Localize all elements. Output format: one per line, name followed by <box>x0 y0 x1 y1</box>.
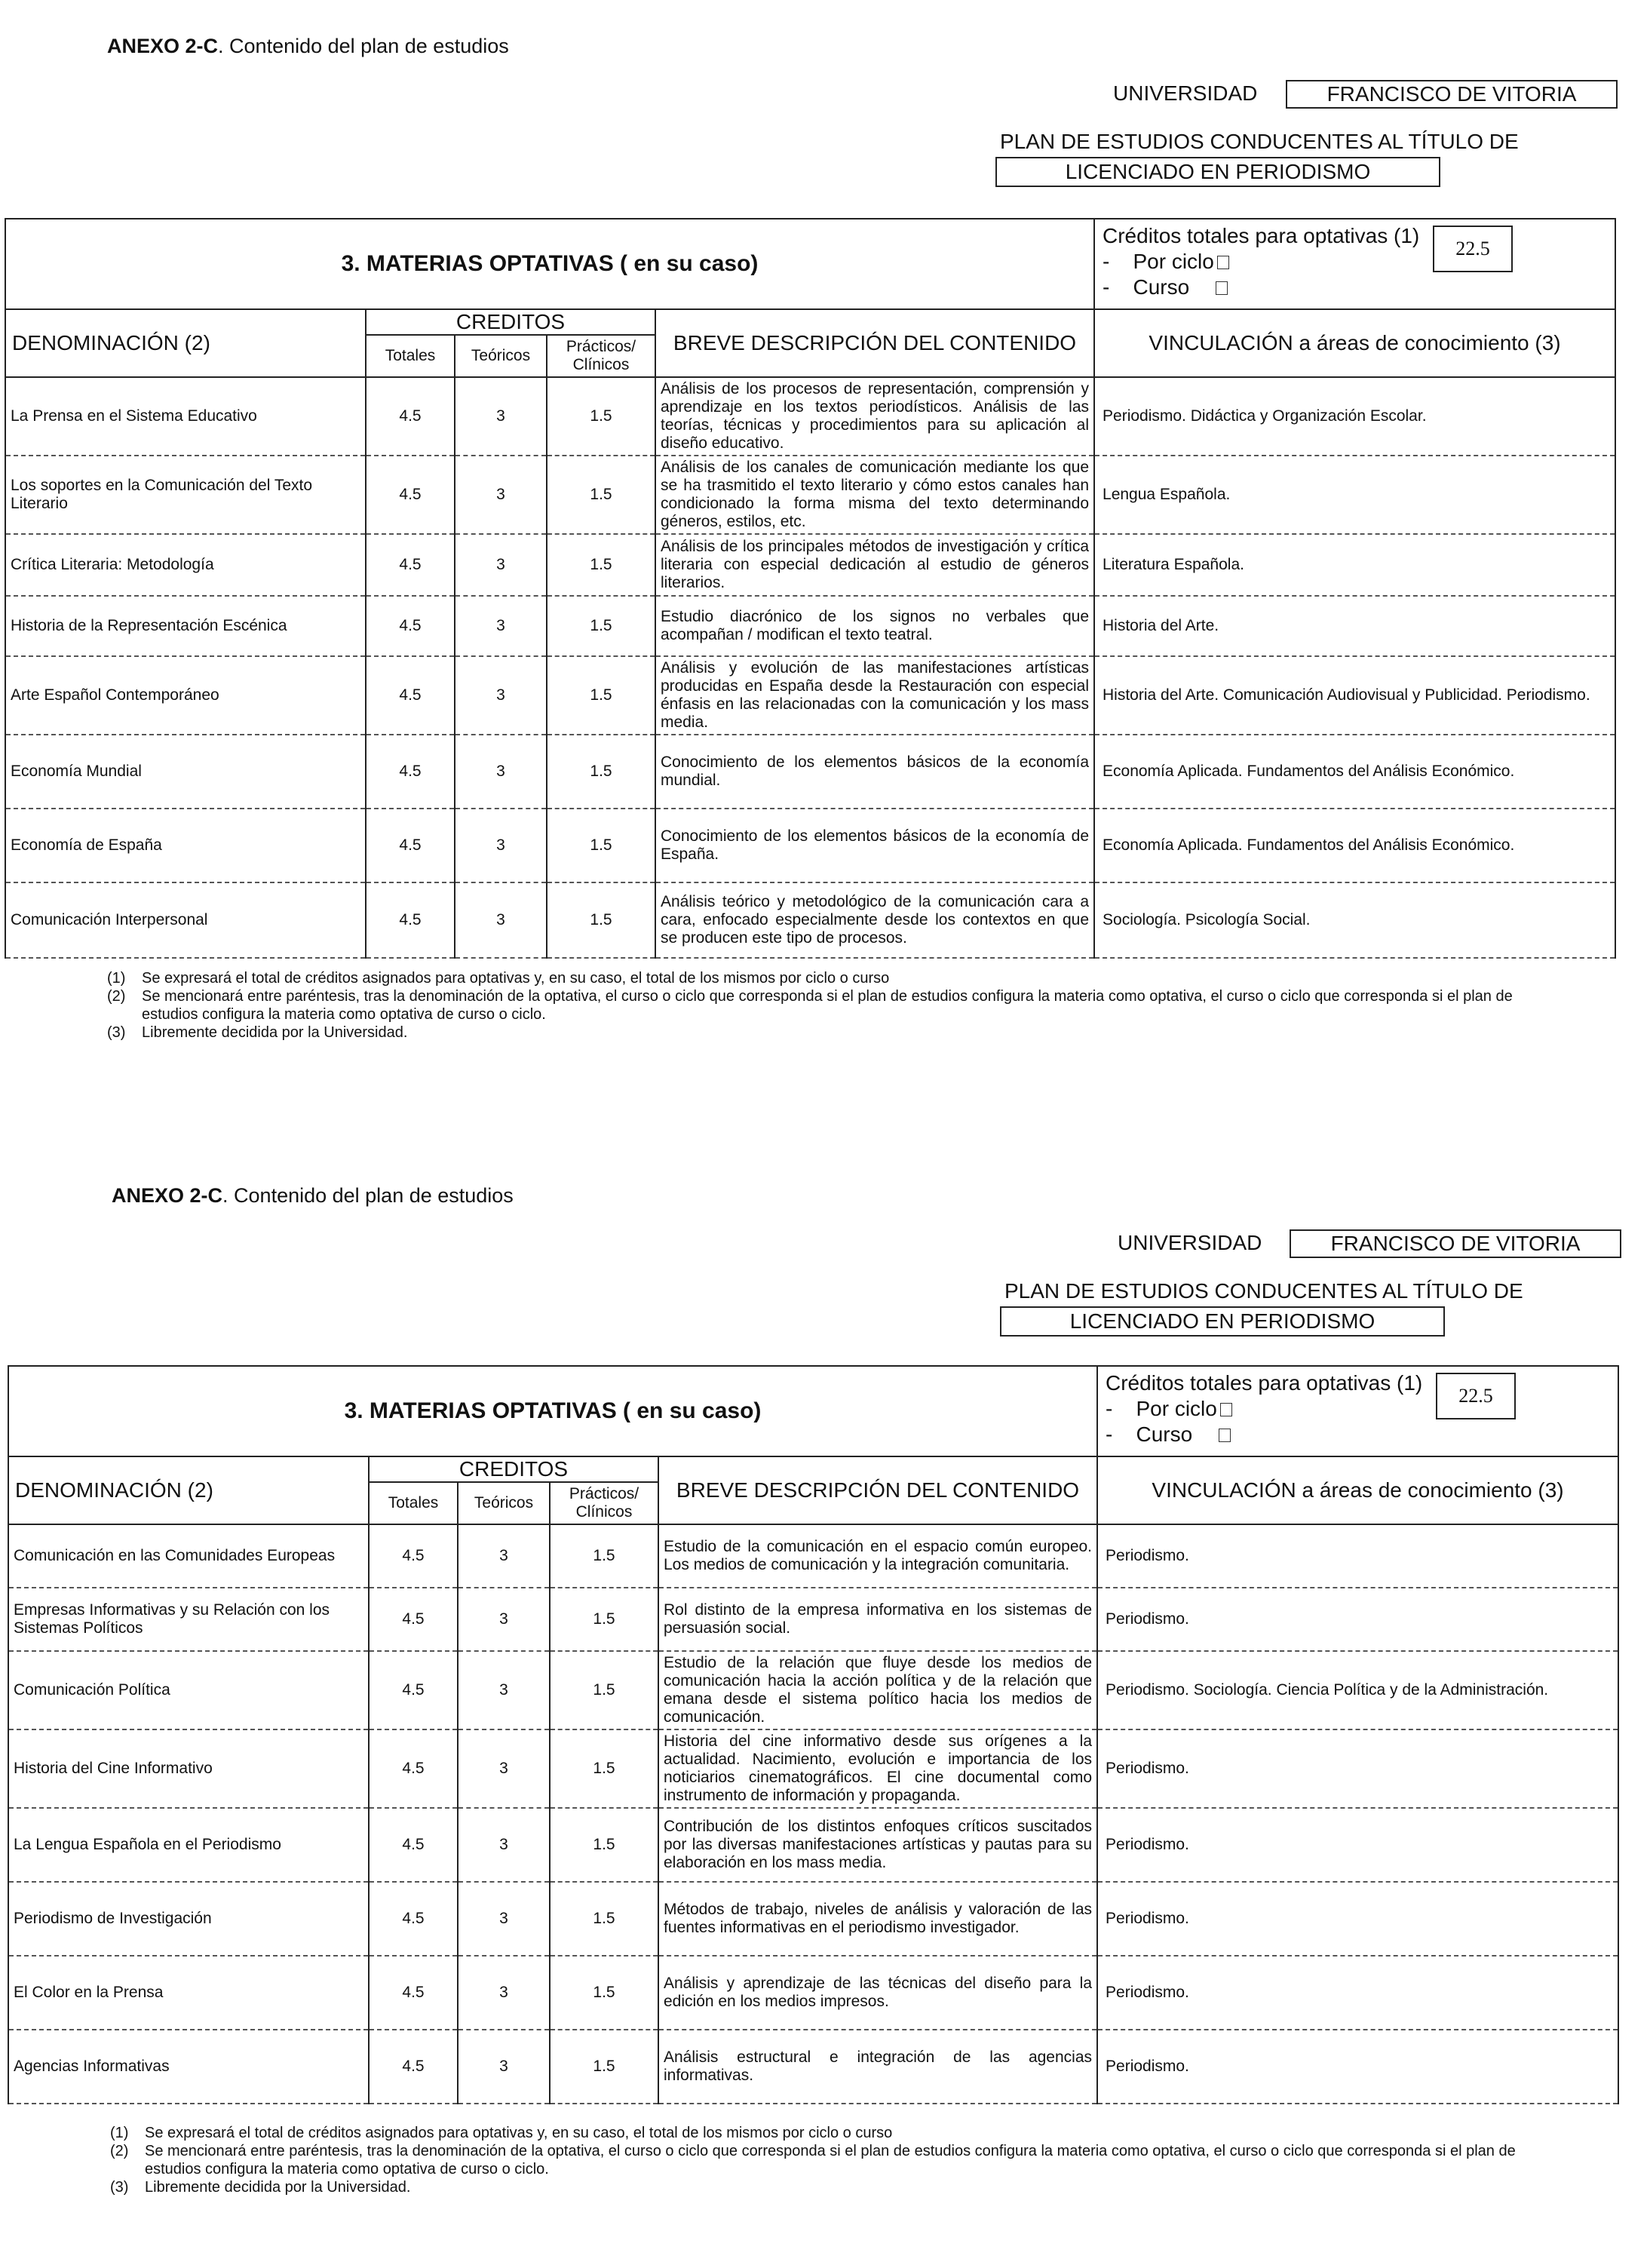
row-teoricos: 3 <box>455 809 547 882</box>
row-totales: 4.5 <box>369 1524 458 1588</box>
por-ciclo-label: Por ciclo <box>1136 1397 1217 1420</box>
footnote <box>110 2142 1543 2178</box>
row-practicos: 1.5 <box>547 456 655 534</box>
creditos-totales-cell <box>1097 1366 1618 1456</box>
row-practicos: 1.5 <box>550 1524 658 1588</box>
section-title: 3. MATERIAS OPTATIVAS ( en su caso) <box>5 219 1094 309</box>
row-descripcion: Rol distinto de la empresa informativa en los sistemas de persuasión social. <box>658 1588 1097 1651</box>
creditos-totales-label: Créditos totales para optativas (1) <box>1106 1371 1423 1395</box>
row-practicos: 1.5 <box>550 1588 658 1651</box>
row-practicos: 1.5 <box>547 735 655 809</box>
row-practicos: 1.5 <box>550 1882 658 1956</box>
creditos-totales-value: 22.5 <box>1436 1373 1516 1419</box>
table-row <box>5 656 1615 735</box>
row-vinculacion: Lengua Española. <box>1094 456 1615 534</box>
header-denominacion: DENOMINACIÓN (2) <box>5 309 366 377</box>
row-teoricos: 3 <box>458 2030 550 2104</box>
row-totales: 4.5 <box>369 1808 458 1882</box>
row-totales: 4.5 <box>366 882 455 958</box>
row-denominacion: Crítica Literaria: Metodología <box>5 534 366 596</box>
footnote <box>110 2178 1543 2196</box>
row-vinculacion: Historia del Arte. <box>1094 596 1615 656</box>
footnotes <box>110 2124 1543 2196</box>
row-denominacion: Economía Mundial <box>5 735 366 809</box>
table-row <box>5 534 1615 596</box>
table-row <box>5 735 1615 809</box>
row-denominacion: Historia de la Representación Escénica <box>5 596 366 656</box>
curso-checkbox <box>1219 1429 1231 1442</box>
row-denominacion: Los soportes en la Comunicación del Texto Literario <box>5 456 366 534</box>
row-practicos: 1.5 <box>550 1956 658 2030</box>
row-totales: 4.5 <box>366 735 455 809</box>
row-teoricos: 3 <box>458 1882 550 1956</box>
curso-line: - Curso <box>1103 275 1615 299</box>
footnote-text: Libremente decidida por la Universidad. <box>142 1024 408 1041</box>
row-practicos: 1.5 <box>547 656 655 735</box>
row-teoricos: 3 <box>455 596 547 656</box>
table-row <box>8 1882 1618 1956</box>
row-descripcion: Análisis estructural e integración de las agencias informativas. <box>658 2030 1097 2104</box>
row-denominacion: Comunicación en las Comunidades Europeas <box>8 1524 369 1588</box>
header-totales: Totales <box>369 1482 458 1524</box>
footnote-text: Se mencionará entre paréntesis, tras la denominación de la optativa, el curso o ciclo que corresponda si el plan de estudios configura la materia como optativa, el curso o ciclo que corresponda si el plan de estudios configura la materia como optativa de curso o ciclo. <box>142 988 1513 1023</box>
universidad-label: UNIVERSIDAD <box>1118 1231 1262 1254</box>
footnote-text: Libremente decidida por la Universidad. <box>145 2179 411 2196</box>
footnote-key: (1) <box>110 2125 129 2141</box>
footnote-text: Se mencionará entre paréntesis, tras la denominación de la optativa, el curso o ciclo que corresponda si el plan de estudios configura la materia como optativa, el curso o ciclo que corresponda si el plan de estudios configura la materia como optativa de curso o ciclo. <box>145 2143 1516 2177</box>
table-row <box>5 596 1615 656</box>
table-row <box>8 1651 1618 1729</box>
row-vinculacion: Economía Aplicada. Fundamentos del Análisis Económico. <box>1094 809 1615 882</box>
row-totales: 4.5 <box>366 656 455 735</box>
row-vinculacion: Periodismo. <box>1097 1882 1618 1956</box>
row-practicos: 1.5 <box>550 1651 658 1729</box>
header-creditos: CREDITOS <box>369 1456 658 1482</box>
creditos-totales-value: 22.5 <box>1433 226 1513 272</box>
row-vinculacion: Periodismo. Sociología. Ciencia Política y de la Administración. <box>1097 1651 1618 1729</box>
degree-box: LICENCIADO EN PERIODISMO <box>995 157 1440 187</box>
universidad-name-box: FRANCISCO DE VITORIA <box>1286 80 1618 109</box>
row-denominacion: Agencias Informativas <box>8 2030 369 2104</box>
row-totales: 4.5 <box>369 1882 458 1956</box>
page-section-2 <box>0 1146 1650 2268</box>
creditos-totales-label: Créditos totales para optativas (1) <box>1103 224 1420 247</box>
page-section-1 <box>0 0 1650 1122</box>
header-teoricos: Teóricos <box>455 335 547 377</box>
row-teoricos: 3 <box>455 656 547 735</box>
annex-heading: ANEXO 2-C. Contenido del plan de estudios <box>107 35 509 57</box>
footnote <box>107 987 1540 1024</box>
row-denominacion: Comunicación Política <box>8 1651 369 1729</box>
table-row <box>5 377 1615 456</box>
footnote-key: (2) <box>110 2143 129 2159</box>
footnote-key: (2) <box>107 988 126 1005</box>
row-vinculacion: Historia del Arte. Comunicación Audiovisual y Publicidad. Periodismo. <box>1094 656 1615 735</box>
header-vinculacion: VINCULACIÓN a áreas de conocimiento (3) <box>1097 1456 1618 1524</box>
row-teoricos: 3 <box>458 1808 550 1882</box>
row-descripcion: Análisis y evolución de las manifestaciones artísticas producidas en España desde la Restauración con especial énfasis en las relacionadas con la comunicación y los mass media. <box>655 656 1094 735</box>
table-row <box>8 1588 1618 1651</box>
row-teoricos: 3 <box>455 882 547 958</box>
row-vinculacion: Periodismo. <box>1097 1808 1618 1882</box>
row-practicos: 1.5 <box>550 1729 658 1808</box>
row-descripcion: Historia del cine informativo desde sus orígenes a la actualidad. Nacimiento, evolución e importancia de los noticiarios cinematográficos. El cine documental como instrumento de información y propaganda. <box>658 1729 1097 1808</box>
table-row <box>8 1729 1618 1808</box>
row-descripcion: Conocimiento de los elementos básicos de la economía de España. <box>655 809 1094 882</box>
por-ciclo-checkbox <box>1217 256 1229 269</box>
plan-label: PLAN DE ESTUDIOS CONDUCENTES AL TÍTULO DE <box>1004 1279 1523 1303</box>
row-descripcion: Estudio de la comunicación en el espacio común europeo. Los medios de comunicación y la integración comunitaria. <box>658 1524 1097 1588</box>
row-practicos: 1.5 <box>550 2030 658 2104</box>
row-practicos: 1.5 <box>547 534 655 596</box>
table-row <box>8 1808 1618 1882</box>
curso-line: - Curso <box>1106 1422 1618 1447</box>
row-teoricos: 3 <box>458 1729 550 1808</box>
row-teoricos: 3 <box>458 1956 550 2030</box>
row-vinculacion: Periodismo. <box>1097 1524 1618 1588</box>
row-denominacion: Arte Español Contemporáneo <box>5 656 366 735</box>
row-vinculacion: Periodismo. Didáctica y Organización Escolar. <box>1094 377 1615 456</box>
row-vinculacion: Periodismo. <box>1097 1956 1618 2030</box>
row-teoricos: 3 <box>455 735 547 809</box>
footnote-text: Se expresará el total de créditos asignados para optativas y, en su caso, el total de los mismos por ciclo o curso <box>145 2125 893 2141</box>
row-teoricos: 3 <box>458 1588 550 1651</box>
por-ciclo-line: - Por ciclo <box>1106 1397 1618 1421</box>
row-totales: 4.5 <box>366 377 455 456</box>
table-row <box>8 1956 1618 2030</box>
row-vinculacion: Periodismo. <box>1097 1729 1618 1808</box>
table-row <box>8 1524 1618 1588</box>
row-denominacion: La Lengua Española en el Periodismo <box>8 1808 369 1882</box>
header-teoricos: Teóricos <box>458 1482 550 1524</box>
header-practicos: Prácticos/ Clínicos <box>550 1482 658 1524</box>
por-ciclo-checkbox <box>1220 1403 1232 1416</box>
row-teoricos: 3 <box>458 1524 550 1588</box>
footnote <box>110 2124 1543 2142</box>
row-practicos: 1.5 <box>550 1808 658 1882</box>
row-descripcion: Estudio diacrónico de los signos no verbales que acompañan / modifican el texto teatral. <box>655 596 1094 656</box>
plan-label: PLAN DE ESTUDIOS CONDUCENTES AL TÍTULO DE <box>1000 130 1519 153</box>
row-totales: 4.5 <box>369 1956 458 2030</box>
por-ciclo-label: Por ciclo <box>1133 250 1214 273</box>
row-totales: 4.5 <box>369 2030 458 2104</box>
row-teoricos: 3 <box>455 377 547 456</box>
footnote <box>107 1024 1540 1042</box>
row-totales: 4.5 <box>366 596 455 656</box>
row-descripcion: Análisis de los principales métodos de investigación y crítica literaria con especial dedicación al estudio de géneros literarios. <box>655 534 1094 596</box>
table-row <box>5 882 1615 958</box>
section-title: 3. MATERIAS OPTATIVAS ( en su caso) <box>8 1366 1097 1456</box>
footnotes <box>107 969 1540 1042</box>
row-descripcion: Análisis de los procesos de representación, comprensión y aprendizaje en los textos periodísticos. Análisis de las teorías, técnicas y procedimientos para su aplicación al diseño educativo. <box>655 377 1094 456</box>
row-denominacion: Historia del Cine Informativo <box>8 1729 369 1808</box>
row-teoricos: 3 <box>455 534 547 596</box>
universidad-name-box: FRANCISCO DE VITORIA <box>1290 1229 1621 1258</box>
header-descripcion: BREVE DESCRIPCIÓN DEL CONTENIDO <box>658 1456 1097 1524</box>
row-denominacion: Empresas Informativas y su Relación con los Sistemas Políticos <box>8 1588 369 1651</box>
row-totales: 4.5 <box>369 1588 458 1651</box>
table-row <box>5 456 1615 534</box>
row-vinculacion: Economía Aplicada. Fundamentos del Análisis Económico. <box>1094 735 1615 809</box>
row-totales: 4.5 <box>366 534 455 596</box>
footnote-key: (1) <box>107 970 126 987</box>
header-practicos: Prácticos/ Clínicos <box>547 335 655 377</box>
footnote <box>107 969 1540 987</box>
table-row <box>8 2030 1618 2104</box>
row-vinculacion: Literatura Española. <box>1094 534 1615 596</box>
footnote-key: (3) <box>107 1024 126 1041</box>
row-totales: 4.5 <box>366 456 455 534</box>
row-denominacion: Periodismo de Investigación <box>8 1882 369 1956</box>
row-descripcion: Métodos de trabajo, niveles de análisis y valoración de las fuentes informativas en el periodismo investigador. <box>658 1882 1097 1956</box>
row-totales: 4.5 <box>369 1651 458 1729</box>
header-totales: Totales <box>366 335 455 377</box>
curso-label: Curso <box>1136 1422 1193 1446</box>
row-descripcion: Contribución de los distintos enfoques críticos suscitados por las diversas manifestaciones artísticas y pautas para su elaboración en los mass media. <box>658 1808 1097 1882</box>
row-denominacion: Comunicación Interpersonal <box>5 882 366 958</box>
row-denominacion: El Color en la Prensa <box>8 1956 369 2030</box>
row-vinculacion: Sociología. Psicología Social. <box>1094 882 1615 958</box>
curso-checkbox <box>1216 281 1228 295</box>
row-vinculacion: Periodismo. <box>1097 2030 1618 2104</box>
row-vinculacion: Periodismo. <box>1097 1588 1618 1651</box>
row-denominacion: Economía de España <box>5 809 366 882</box>
header-vinculacion: VINCULACIÓN a áreas de conocimiento (3) <box>1094 309 1615 377</box>
optativas-table <box>8 1365 1619 2104</box>
creditos-totales-cell <box>1094 219 1615 309</box>
row-descripcion: Análisis de los canales de comunicación mediante los que se ha trasmitido el texto literario y cómo estos canales han condicionado la forma misma del texto determinando géneros, estilos, etc. <box>655 456 1094 534</box>
row-practicos: 1.5 <box>547 882 655 958</box>
row-descripcion: Análisis teórico y metodológico de la comunicación cara a cara, enfocado especialmente desde los contextos en que se producen este tipo de procesos. <box>655 882 1094 958</box>
header-creditos: CREDITOS <box>366 309 655 335</box>
row-descripcion: Análisis y aprendizaje de las técnicas del diseño para la edición en los medios impresos. <box>658 1956 1097 2030</box>
table-row <box>5 809 1615 882</box>
annex-heading: ANEXO 2-C. Contenido del plan de estudios <box>112 1184 514 1207</box>
row-practicos: 1.5 <box>547 809 655 882</box>
footnote-key: (3) <box>110 2179 129 2196</box>
row-denominacion: La Prensa en el Sistema Educativo <box>5 377 366 456</box>
header-denominacion: DENOMINACIÓN (2) <box>8 1456 369 1524</box>
row-descripcion: Conocimiento de los elementos básicos de la economía mundial. <box>655 735 1094 809</box>
optativas-table <box>5 218 1616 959</box>
header-descripcion: BREVE DESCRIPCIÓN DEL CONTENIDO <box>655 309 1094 377</box>
universidad-label: UNIVERSIDAD <box>1113 81 1258 105</box>
row-totales: 4.5 <box>366 809 455 882</box>
row-practicos: 1.5 <box>547 596 655 656</box>
degree-box: LICENCIADO EN PERIODISMO <box>1000 1306 1445 1337</box>
curso-label: Curso <box>1133 275 1190 299</box>
row-descripcion: Estudio de la relación que fluye desde los medios de comunicación hacia la acción política y de la relación que emana desde el sistema político hacia los medios de comunicación. <box>658 1651 1097 1729</box>
por-ciclo-line: - Por ciclo <box>1103 250 1615 274</box>
row-teoricos: 3 <box>458 1651 550 1729</box>
footnote-text: Se expresará el total de créditos asignados para optativas y, en su caso, el total de los mismos por ciclo o curso <box>142 970 890 987</box>
row-totales: 4.5 <box>369 1729 458 1808</box>
row-teoricos: 3 <box>455 456 547 534</box>
row-practicos: 1.5 <box>547 377 655 456</box>
